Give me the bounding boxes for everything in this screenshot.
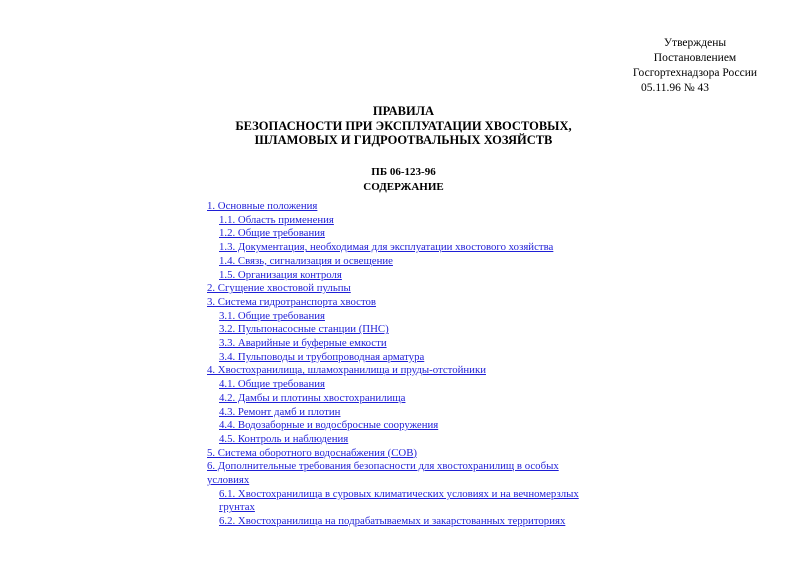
toc-item (207, 364, 597, 378)
toc-link[interactable]: 1. Основные положения (207, 200, 318, 212)
toc-item (207, 214, 597, 228)
toc-item (207, 337, 597, 351)
toc-link[interactable]: 3. Система гидротранспорта хвостов (207, 295, 377, 308)
toc-link[interactable]: 3.2. Пульпонасосные станции (ПНС) (219, 323, 389, 336)
toc-item (207, 378, 597, 392)
toc-link[interactable]: 1.5. Организация контроля (219, 268, 342, 281)
toc-item (207, 488, 597, 515)
toc-item (207, 241, 597, 255)
toc-item (207, 460, 597, 487)
toc-link[interactable]: 1.3. Документация, необходимая для эксплуатации хвостового хозяйства (219, 241, 554, 254)
toc-link[interactable]: 1.1. Область применения (219, 213, 334, 226)
document-code: ПБ 06-123-96 (371, 166, 436, 178)
approval-line-2: Постановлением (653, 52, 737, 64)
table-of-contents (207, 200, 597, 529)
approval-line-3: Госгортехнадзора России (632, 67, 758, 79)
toc-item (207, 227, 597, 241)
contents-heading: СОДЕРЖАНИЕ (363, 181, 444, 193)
toc-item (207, 200, 597, 214)
document-title (0, 104, 807, 148)
toc-link[interactable]: 6.1. Хвостохранилища в суровых климатических условиях и на вечномерзлых грунтах (219, 487, 579, 514)
toc-link[interactable]: 4.3. Ремонт дамб и плотин (219, 405, 341, 418)
toc-item (207, 392, 597, 406)
title-line-3: ШЛАМОВЫХ И ГИДРООТВАЛЬНЫХ ХОЗЯЙСТВ (254, 133, 553, 147)
toc-link[interactable]: 6. Дополнительные требования безопасности для хвостохранилищ в особых условиях (207, 460, 559, 487)
toc-link[interactable]: 6.2. Хвостохранилища на подрабатываемых и закарстованных территориях (219, 515, 566, 528)
toc-item (207, 310, 597, 324)
toc-item (207, 282, 597, 296)
title-line-2: БЕЗОПАСНОСТИ ПРИ ЭКСПЛУАТАЦИИ ХВОСТОВЫХ, (235, 118, 572, 133)
toc-item (207, 447, 597, 461)
toc-link[interactable]: 4.4. Водозаборные и водосбросные сооружения (219, 419, 439, 432)
toc-link[interactable]: 3.3. Аварийные и буферные емкости (219, 337, 387, 350)
toc-link[interactable]: 4. Хвостохранилища, шламохранилища и пруды-отстойники (207, 364, 486, 377)
approval-line-1: Утверждены (663, 37, 727, 49)
toc-item (207, 351, 597, 365)
toc-link[interactable]: 3.1. Общие требования (219, 309, 325, 322)
toc-link[interactable]: 4.5. Контроль и наблюдения (219, 432, 349, 445)
toc-item (207, 269, 597, 283)
toc-link[interactable]: 1.4. Связь, сигнализация и освещение (219, 254, 393, 267)
toc-item (207, 515, 597, 529)
toc-link[interactable]: 4.1. Общие требования (219, 378, 325, 391)
approval-date: 05.11.96 № 43 (641, 82, 710, 94)
toc-link[interactable]: 5. Система оборотного водоснабжения (СОВ) (207, 446, 418, 459)
approval-stamp (600, 36, 790, 96)
toc-link[interactable]: 1.2. Общие требования (219, 227, 325, 240)
toc-item (207, 255, 597, 269)
title-line-1: ПРАВИЛА (372, 104, 435, 118)
toc-link[interactable]: 4.2. Дамбы и плотины хвостохранилища (219, 391, 406, 404)
toc-item (207, 433, 597, 447)
toc-link[interactable]: 3.4. Пульповоды и трубопроводная арматура (219, 350, 425, 363)
toc-item (207, 296, 597, 310)
toc-item (207, 406, 597, 420)
toc-link[interactable]: 2. Сгущение хвостовой пульпы (207, 282, 351, 295)
toc-item (207, 419, 597, 433)
toc-item (207, 323, 597, 337)
